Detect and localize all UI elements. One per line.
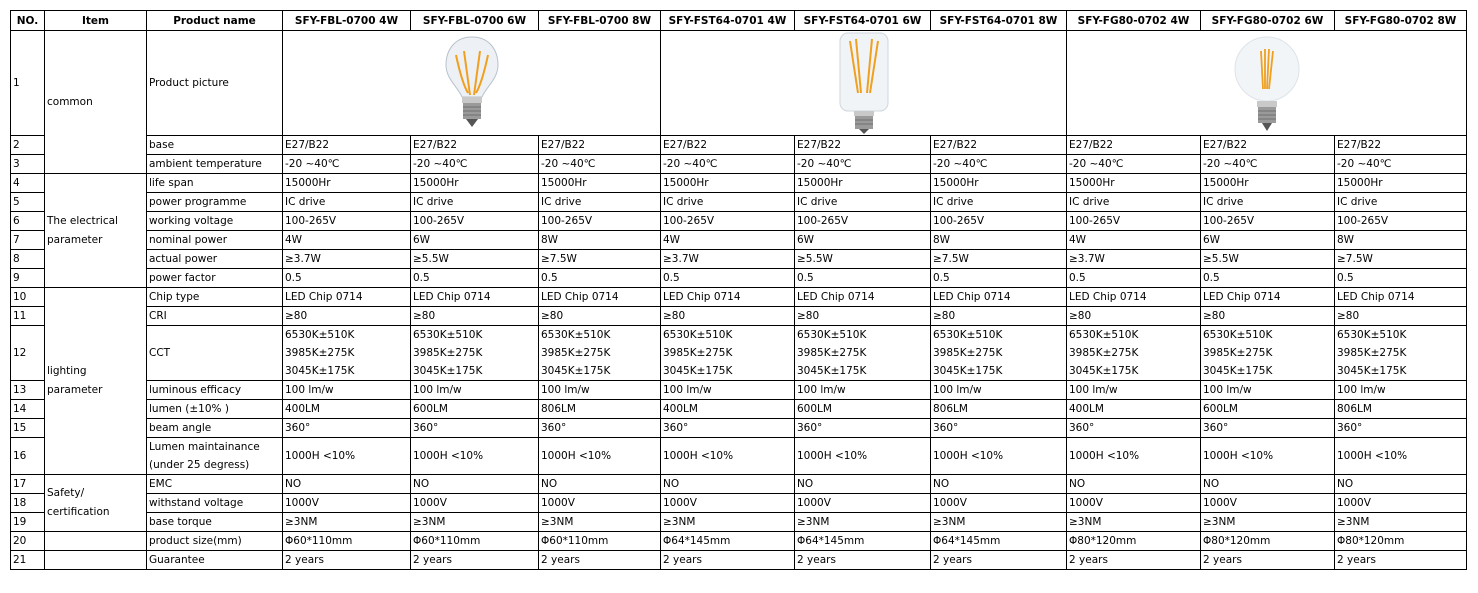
spec-row bbox=[11, 250, 1467, 269]
spec-value: 0.5 bbox=[1335, 269, 1467, 288]
spec-value: 1000V bbox=[411, 494, 539, 513]
spec-value: 0.5 bbox=[283, 269, 411, 288]
spec-value: 1000V bbox=[1335, 494, 1467, 513]
cct-value: 3985K±275K bbox=[663, 347, 733, 359]
spec-value: 4W bbox=[283, 231, 411, 250]
spec-value: ≥3NM bbox=[1201, 513, 1335, 532]
spec-row bbox=[11, 494, 1467, 513]
spec-value: ≥3NM bbox=[411, 513, 539, 532]
spec-value: 100 lm/w bbox=[411, 381, 539, 400]
spec-value: 360° bbox=[411, 419, 539, 438]
cct-value: 3045K±175K bbox=[663, 365, 733, 377]
spec-value: NO bbox=[931, 475, 1067, 494]
cct-value: 3985K±275K bbox=[285, 347, 355, 359]
spec-value: 0.5 bbox=[1201, 269, 1335, 288]
row-label: product size(mm) bbox=[147, 532, 283, 551]
row-number: 10 bbox=[11, 288, 45, 307]
spec-value: 600LM bbox=[795, 400, 931, 419]
spec-value: IC drive bbox=[283, 193, 411, 212]
spec-value: -20 ~40℃ bbox=[661, 155, 795, 174]
spec-value: IC drive bbox=[539, 193, 661, 212]
spec-value: 1000V bbox=[795, 494, 931, 513]
row-label: withstand voltage bbox=[147, 494, 283, 513]
spec-value: E27/B22 bbox=[1335, 136, 1467, 155]
spec-value: 360° bbox=[1201, 419, 1335, 438]
row-number: 17 bbox=[11, 475, 45, 494]
row-number: 18 bbox=[11, 494, 45, 513]
spec-value: -20 ~40℃ bbox=[1067, 155, 1201, 174]
spec-value: NO bbox=[661, 475, 795, 494]
spec-value: 806LM bbox=[539, 400, 661, 419]
spec-value: 1000H <10% bbox=[1335, 438, 1467, 475]
row-number: 6 bbox=[11, 212, 45, 231]
spec-value: LED Chip 0714 bbox=[931, 288, 1067, 307]
spec-value: NO bbox=[1335, 475, 1467, 494]
row-number: 4 bbox=[11, 174, 45, 193]
spec-row bbox=[11, 231, 1467, 250]
spec-value: 100-265V bbox=[283, 212, 411, 231]
spec-value: NO bbox=[539, 475, 661, 494]
spec-value: 400LM bbox=[661, 400, 795, 419]
spec-value: Φ64*145mm bbox=[661, 532, 795, 551]
spec-value: 100-265V bbox=[661, 212, 795, 231]
spec-value: ≥80 bbox=[931, 307, 1067, 326]
spec-value: 8W bbox=[539, 231, 661, 250]
spec-value: 6W bbox=[411, 231, 539, 250]
product-picture-cell bbox=[1067, 31, 1467, 136]
spec-value: E27/B22 bbox=[411, 136, 539, 155]
spec-value: ≥80 bbox=[661, 307, 795, 326]
spec-value: ≥7.5W bbox=[931, 250, 1067, 269]
row-label: working voltage bbox=[147, 212, 283, 231]
spec-value: 15000Hr bbox=[661, 174, 795, 193]
spec-value: E27/B22 bbox=[931, 136, 1067, 155]
globe-filament-bulb-icon bbox=[1234, 77, 1300, 89]
spec-value: 15000Hr bbox=[931, 174, 1067, 193]
spec-value: 6W bbox=[795, 231, 931, 250]
spec-value: 2 years bbox=[1201, 551, 1335, 570]
spec-value: E27/B22 bbox=[539, 136, 661, 155]
cct-value: 3985K±275K bbox=[1069, 347, 1139, 359]
spec-value: NO bbox=[795, 475, 931, 494]
cct-value: 6530K±510K bbox=[1337, 329, 1407, 341]
spec-value: ≥80 bbox=[1067, 307, 1201, 326]
spec-row bbox=[11, 400, 1467, 419]
row-number: 3 bbox=[11, 155, 45, 174]
cct-cell bbox=[1335, 326, 1467, 381]
spec-value: 2 years bbox=[1067, 551, 1201, 570]
header-no: NO. bbox=[11, 11, 45, 31]
row-number: 13 bbox=[11, 381, 45, 400]
spec-value: IC drive bbox=[931, 193, 1067, 212]
cct-value: 3985K±275K bbox=[797, 347, 867, 359]
spec-value: 0.5 bbox=[1067, 269, 1201, 288]
spec-value: ≥80 bbox=[795, 307, 931, 326]
spec-value: Φ64*145mm bbox=[931, 532, 1067, 551]
spec-value: 100-265V bbox=[931, 212, 1067, 231]
cct-value: 6530K±510K bbox=[663, 329, 733, 341]
cct-value: 3045K±175K bbox=[541, 365, 611, 377]
spec-value: LED Chip 0714 bbox=[1201, 288, 1335, 307]
spec-value: 0.5 bbox=[795, 269, 931, 288]
cct-cell bbox=[795, 326, 931, 381]
cct-cell bbox=[1201, 326, 1335, 381]
spec-value: 100-265V bbox=[1067, 212, 1201, 231]
spec-value: E27/B22 bbox=[1067, 136, 1201, 155]
spec-value: ≥3.7W bbox=[661, 250, 795, 269]
spec-value: Φ60*110mm bbox=[283, 532, 411, 551]
spec-value: 15000Hr bbox=[411, 174, 539, 193]
spec-row bbox=[11, 532, 1467, 551]
spec-value: 15000Hr bbox=[1335, 174, 1467, 193]
cct-cell bbox=[931, 326, 1067, 381]
spec-value: E27/B22 bbox=[661, 136, 795, 155]
spec-value: ≥80 bbox=[1201, 307, 1335, 326]
spec-value: 15000Hr bbox=[795, 174, 931, 193]
spec-value: 15000Hr bbox=[539, 174, 661, 193]
spec-value: 6W bbox=[1201, 231, 1335, 250]
spec-value: 1000V bbox=[283, 494, 411, 513]
spec-value: 2 years bbox=[661, 551, 795, 570]
spec-value: ≥80 bbox=[283, 307, 411, 326]
row-label: power programme bbox=[147, 193, 283, 212]
row-label: CRI bbox=[147, 307, 283, 326]
header-product-name: Product name bbox=[147, 11, 283, 31]
row-label: base torque bbox=[147, 513, 283, 532]
row-label: Product picture bbox=[147, 31, 283, 136]
spec-row bbox=[11, 438, 1467, 475]
spec-value: ≥3.7W bbox=[283, 250, 411, 269]
row-label: beam angle bbox=[147, 419, 283, 438]
spec-value: ≥3NM bbox=[795, 513, 931, 532]
spec-value: 360° bbox=[931, 419, 1067, 438]
row-number: 1 bbox=[11, 31, 45, 136]
row-number: 11 bbox=[11, 307, 45, 326]
spec-value: 2 years bbox=[1335, 551, 1467, 570]
spec-value: 600LM bbox=[1201, 400, 1335, 419]
cct-value: 6530K±510K bbox=[413, 329, 483, 341]
spec-value: -20 ~40℃ bbox=[1201, 155, 1335, 174]
spec-row bbox=[11, 419, 1467, 438]
spec-value: ≥7.5W bbox=[539, 250, 661, 269]
spec-value: ≥3NM bbox=[661, 513, 795, 532]
spec-value: -20 ~40℃ bbox=[539, 155, 661, 174]
spec-value: Φ80*120mm bbox=[1067, 532, 1201, 551]
spec-value: 100 lm/w bbox=[795, 381, 931, 400]
row-label: luminous efficacy bbox=[147, 381, 283, 400]
spec-value: 100-265V bbox=[411, 212, 539, 231]
spec-value: 100-265V bbox=[795, 212, 931, 231]
row-label: EMC bbox=[147, 475, 283, 494]
spec-value: 806LM bbox=[1335, 400, 1467, 419]
spec-value: 100 lm/w bbox=[931, 381, 1067, 400]
spec-value: 1000H <10% bbox=[1067, 438, 1201, 475]
cct-value: 6530K±510K bbox=[1069, 329, 1139, 341]
spec-value: 8W bbox=[931, 231, 1067, 250]
cct-value: 3045K±175K bbox=[1203, 365, 1273, 377]
cct-value: 6530K±510K bbox=[933, 329, 1003, 341]
spec-table bbox=[10, 10, 1467, 570]
spec-value: ≥3.7W bbox=[1067, 250, 1201, 269]
row-number: 19 bbox=[11, 513, 45, 532]
header-model: SFY-FBL-0700 6W bbox=[411, 11, 539, 31]
spec-value: ≥80 bbox=[411, 307, 539, 326]
cct-cell bbox=[539, 326, 661, 381]
spec-value: 15000Hr bbox=[1201, 174, 1335, 193]
a-shape-filament-bulb-icon bbox=[442, 77, 502, 89]
spec-value: NO bbox=[283, 475, 411, 494]
spec-value: LED Chip 0714 bbox=[1067, 288, 1201, 307]
spec-row bbox=[11, 212, 1467, 231]
cct-value: 6530K±510K bbox=[797, 329, 867, 341]
item-group-safety: Safety/ certification bbox=[45, 475, 147, 532]
row-number: 14 bbox=[11, 400, 45, 419]
spec-row bbox=[11, 31, 1467, 136]
row-number: 9 bbox=[11, 269, 45, 288]
spec-value: LED Chip 0714 bbox=[411, 288, 539, 307]
item-group-empty bbox=[45, 532, 147, 551]
row-label: Chip type bbox=[147, 288, 283, 307]
header-model: SFY-FBL-0700 4W bbox=[283, 11, 411, 31]
spec-value: E27/B22 bbox=[795, 136, 931, 155]
spec-value: 2 years bbox=[539, 551, 661, 570]
spec-value: ≥7.5W bbox=[1335, 250, 1467, 269]
row-number: 15 bbox=[11, 419, 45, 438]
row-label: Lumen maintainance (under 25 degress) bbox=[147, 438, 283, 475]
spec-value: 100 lm/w bbox=[661, 381, 795, 400]
spec-row bbox=[11, 155, 1467, 174]
spec-value: 1000V bbox=[1067, 494, 1201, 513]
spec-value: LED Chip 0714 bbox=[1335, 288, 1467, 307]
cct-value: 3985K±275K bbox=[933, 347, 1003, 359]
spec-value: ≥5.5W bbox=[1201, 250, 1335, 269]
spec-value: 100 lm/w bbox=[1335, 381, 1467, 400]
cct-value: 6530K±510K bbox=[285, 329, 355, 341]
item-group-electrical: The electrical parameter bbox=[45, 174, 147, 288]
spec-value: 360° bbox=[1335, 419, 1467, 438]
spec-row bbox=[11, 475, 1467, 494]
cct-cell bbox=[1067, 326, 1201, 381]
spec-value: ≥3NM bbox=[1335, 513, 1467, 532]
spec-value: ≥80 bbox=[1335, 307, 1467, 326]
spec-value: LED Chip 0714 bbox=[661, 288, 795, 307]
spec-value: NO bbox=[1067, 475, 1201, 494]
spec-value: 400LM bbox=[283, 400, 411, 419]
header-model: SFY-FG80-0702 6W bbox=[1201, 11, 1335, 31]
cct-value: 3985K±275K bbox=[541, 347, 611, 359]
spec-value: 1000H <10% bbox=[661, 438, 795, 475]
cct-value: 3985K±275K bbox=[1203, 347, 1273, 359]
row-number: 7 bbox=[11, 231, 45, 250]
row-number: 20 bbox=[11, 532, 45, 551]
cct-value: 3045K±175K bbox=[1337, 365, 1407, 377]
header-model: SFY-FG80-0702 4W bbox=[1067, 11, 1201, 31]
spec-value: Φ80*120mm bbox=[1335, 532, 1467, 551]
spec-value: 100 lm/w bbox=[539, 381, 661, 400]
cct-cell bbox=[661, 326, 795, 381]
spec-value: LED Chip 0714 bbox=[795, 288, 931, 307]
spec-value: 2 years bbox=[931, 551, 1067, 570]
row-label: power factor bbox=[147, 269, 283, 288]
row-label: nominal power bbox=[147, 231, 283, 250]
spec-value: 360° bbox=[661, 419, 795, 438]
spec-value: 100-265V bbox=[539, 212, 661, 231]
spec-value: 1000V bbox=[661, 494, 795, 513]
product-picture-cell bbox=[283, 31, 661, 136]
spec-value: 0.5 bbox=[931, 269, 1067, 288]
header-model: SFY-FST64-0701 6W bbox=[795, 11, 931, 31]
spec-value: 1000V bbox=[539, 494, 661, 513]
cct-value: 3985K±275K bbox=[1337, 347, 1407, 359]
spec-value: 4W bbox=[661, 231, 795, 250]
cct-value: 3045K±175K bbox=[413, 365, 483, 377]
spec-value: 1000H <10% bbox=[411, 438, 539, 475]
spec-value: 100 lm/w bbox=[1201, 381, 1335, 400]
product-picture-cell bbox=[661, 31, 1067, 136]
spec-value: 806LM bbox=[931, 400, 1067, 419]
spec-value: ≥80 bbox=[539, 307, 661, 326]
spec-value: ≥3NM bbox=[539, 513, 661, 532]
spec-value: 0.5 bbox=[539, 269, 661, 288]
spec-row bbox=[11, 551, 1467, 570]
spec-value: NO bbox=[411, 475, 539, 494]
spec-row bbox=[11, 193, 1467, 212]
spec-value: LED Chip 0714 bbox=[283, 288, 411, 307]
spec-row bbox=[11, 326, 1467, 381]
spec-value: 100-265V bbox=[1335, 212, 1467, 231]
row-number: 8 bbox=[11, 250, 45, 269]
cct-value: 3985K±275K bbox=[413, 347, 483, 359]
header-row bbox=[11, 11, 1467, 31]
spec-value: NO bbox=[1201, 475, 1335, 494]
row-label: CCT bbox=[147, 326, 283, 381]
spec-value: IC drive bbox=[411, 193, 539, 212]
spec-value: E27/B22 bbox=[283, 136, 411, 155]
spec-value: -20 ~40℃ bbox=[931, 155, 1067, 174]
spec-row bbox=[11, 288, 1467, 307]
spec-value: IC drive bbox=[1201, 193, 1335, 212]
cct-value: 3045K±175K bbox=[797, 365, 867, 377]
row-label: lumen (±10% ) bbox=[147, 400, 283, 419]
spec-value: 100 lm/w bbox=[283, 381, 411, 400]
header-model: SFY-FST64-0701 8W bbox=[931, 11, 1067, 31]
spec-value: 2 years bbox=[283, 551, 411, 570]
spec-row bbox=[11, 269, 1467, 288]
spec-value: Φ80*120mm bbox=[1201, 532, 1335, 551]
spec-value: 1000V bbox=[1201, 494, 1335, 513]
tubular-filament-bulb-icon bbox=[834, 77, 894, 89]
row-label: ambient temperature bbox=[147, 155, 283, 174]
spec-value: ≥3NM bbox=[283, 513, 411, 532]
spec-value: -20 ~40℃ bbox=[411, 155, 539, 174]
row-number: 16 bbox=[11, 438, 45, 475]
cct-value: 6530K±510K bbox=[541, 329, 611, 341]
spec-value: 2 years bbox=[411, 551, 539, 570]
spec-value: ≥3NM bbox=[931, 513, 1067, 532]
spec-value: IC drive bbox=[661, 193, 795, 212]
spec-value: 15000Hr bbox=[1067, 174, 1201, 193]
cct-value: 3045K±175K bbox=[285, 365, 355, 377]
cct-cell bbox=[283, 326, 411, 381]
spec-value: -20 ~40℃ bbox=[1335, 155, 1467, 174]
spec-value: 360° bbox=[539, 419, 661, 438]
spec-value: ≥3NM bbox=[1067, 513, 1201, 532]
spec-value: 1000V bbox=[931, 494, 1067, 513]
row-label: life span bbox=[147, 174, 283, 193]
spec-value: IC drive bbox=[1335, 193, 1467, 212]
spec-value: 1000H <10% bbox=[795, 438, 931, 475]
spec-value: 4W bbox=[1067, 231, 1201, 250]
spec-row bbox=[11, 174, 1467, 193]
spec-value: 15000Hr bbox=[283, 174, 411, 193]
row-number: 12 bbox=[11, 326, 45, 381]
spec-row bbox=[11, 136, 1467, 155]
spec-value: 360° bbox=[1067, 419, 1201, 438]
row-number: 5 bbox=[11, 193, 45, 212]
spec-value: 1000H <10% bbox=[539, 438, 661, 475]
item-group-common: common bbox=[45, 31, 147, 174]
spec-row bbox=[11, 513, 1467, 532]
spec-value: 2 years bbox=[795, 551, 931, 570]
row-label: Guarantee bbox=[147, 551, 283, 570]
spec-value: 1000H <10% bbox=[283, 438, 411, 475]
spec-value: E27/B22 bbox=[1201, 136, 1335, 155]
cct-cell bbox=[411, 326, 539, 381]
header-model: SFY-FST64-0701 4W bbox=[661, 11, 795, 31]
spec-value: 360° bbox=[795, 419, 931, 438]
spec-value: 100-265V bbox=[1201, 212, 1335, 231]
spec-value: 8W bbox=[1335, 231, 1467, 250]
spec-value: -20 ~40℃ bbox=[283, 155, 411, 174]
spec-value: Φ60*110mm bbox=[539, 532, 661, 551]
spec-row bbox=[11, 307, 1467, 326]
spec-value: 400LM bbox=[1067, 400, 1201, 419]
spec-value: Φ60*110mm bbox=[411, 532, 539, 551]
header-item: Item bbox=[45, 11, 147, 31]
spec-value: 100 lm/w bbox=[1067, 381, 1201, 400]
item-group-empty bbox=[45, 551, 147, 570]
spec-value: 600LM bbox=[411, 400, 539, 419]
cct-value: 6530K±510K bbox=[1203, 329, 1273, 341]
spec-value: ≥5.5W bbox=[411, 250, 539, 269]
row-label: actual power bbox=[147, 250, 283, 269]
spec-value: 1000H <10% bbox=[1201, 438, 1335, 475]
spec-value: -20 ~40℃ bbox=[795, 155, 931, 174]
spec-value: 1000H <10% bbox=[931, 438, 1067, 475]
header-model: SFY-FG80-0702 8W bbox=[1335, 11, 1467, 31]
cct-value: 3045K±175K bbox=[1069, 365, 1139, 377]
cct-value: 3045K±175K bbox=[933, 365, 1003, 377]
spec-row bbox=[11, 381, 1467, 400]
spec-value: IC drive bbox=[795, 193, 931, 212]
spec-value: ≥5.5W bbox=[795, 250, 931, 269]
header-model: SFY-FBL-0700 8W bbox=[539, 11, 661, 31]
row-number: 21 bbox=[11, 551, 45, 570]
item-group-lighting: lighting parameter bbox=[45, 288, 147, 475]
spec-value: LED Chip 0714 bbox=[539, 288, 661, 307]
spec-value: 0.5 bbox=[661, 269, 795, 288]
spec-value: 0.5 bbox=[411, 269, 539, 288]
spec-value: Φ64*145mm bbox=[795, 532, 931, 551]
spec-value: 360° bbox=[283, 419, 411, 438]
spec-value: IC drive bbox=[1067, 193, 1201, 212]
row-number: 2 bbox=[11, 136, 45, 155]
row-label: base bbox=[147, 136, 283, 155]
